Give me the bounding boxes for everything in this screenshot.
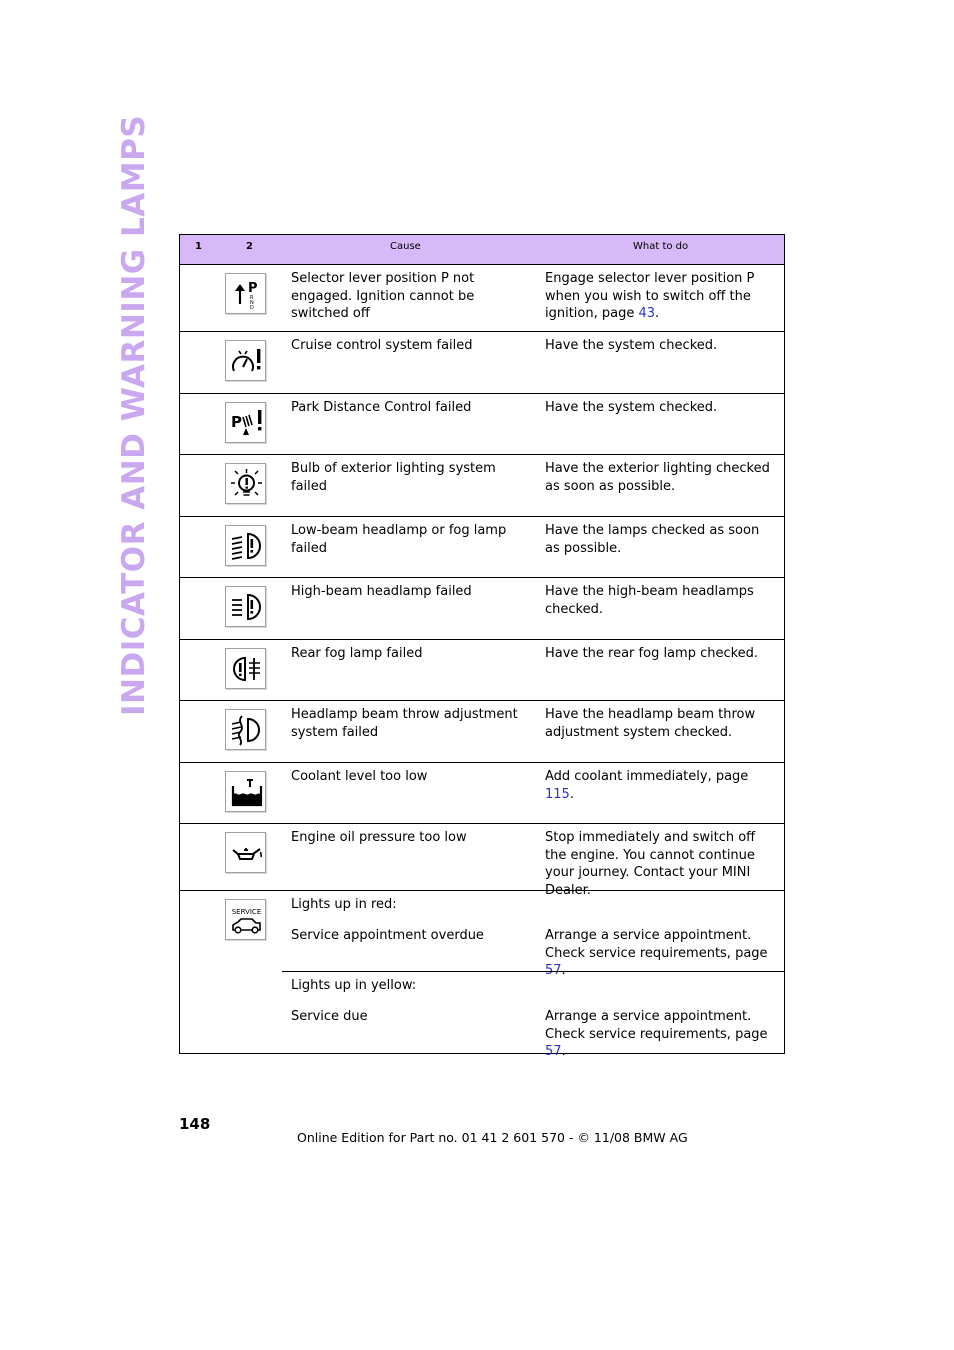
table-header (180, 235, 784, 265)
header-col-1: 1 (195, 241, 202, 252)
row-todo: Have the exterior lighting checked as soon as possible. (545, 461, 770, 494)
header-cause: Cause (390, 241, 421, 252)
selector-lever-p-icon (225, 273, 266, 314)
rear-fog-warning-icon (225, 648, 266, 689)
row-cause: Engine oil pressure too low (291, 830, 467, 845)
service-red-cause: Service appointment overdue (291, 928, 484, 943)
row-todo: Have the headlamp beam throw adjustment system checked. (545, 707, 756, 740)
row-cause: Low-beam headlamp or fog lamp failed (291, 523, 507, 556)
page-link[interactable]: 43 (638, 306, 656, 322)
svg-text:P: P (231, 413, 242, 431)
row-todo-end: . (561, 1044, 566, 1060)
table-row (180, 640, 784, 701)
headlamp-range-warning-icon (225, 709, 266, 750)
service-yellow-todo (545, 1008, 777, 1061)
header-what-to-do: What to do (633, 241, 689, 252)
page-number: 148 (179, 1115, 211, 1133)
row-cause: Coolant level too low (291, 769, 428, 784)
row-todo-text: Arrange a service appointment. Check service requirements, page (545, 928, 768, 961)
svg-text:D: D (250, 305, 254, 311)
table-row (180, 455, 784, 517)
park-distance-warning-icon (225, 402, 266, 443)
row-cause: Headlamp beam throw adjustment system failed (291, 707, 518, 740)
service-yellow-label: Lights up in yellow: (291, 978, 417, 993)
row-todo: Have the rear fog lamp checked. (545, 646, 759, 661)
row-todo (545, 270, 777, 323)
oil-pressure-icon (225, 832, 266, 873)
warning-lamps-table (179, 234, 785, 1060)
page-link[interactable]: 57 (545, 1044, 562, 1060)
svg-text:R: R (250, 295, 254, 301)
footer-text: Online Edition for Part no. 01 41 2 601 570 - © 11/08 BMW AG (297, 1130, 688, 1145)
table-row (180, 824, 784, 898)
service-red-label: Lights up in red: (291, 897, 397, 912)
row-cause: Bulb of exterior lighting system failed (291, 461, 496, 494)
row-todo-end: . (655, 306, 660, 322)
row-todo: Stop immediately and switch off the engine. You cannot continue your journey. Contact your MINI Dealer. (545, 830, 756, 898)
service-yellow-cause: Service due (291, 1009, 368, 1024)
page-link[interactable]: 57 (545, 963, 562, 979)
row-todo-text: Add coolant immediately, page (545, 769, 749, 784)
section-side-title: INDICATOR AND WARNING LAMPS (116, 114, 152, 716)
table-row (180, 394, 784, 455)
service-divider (282, 971, 784, 972)
table-row (180, 265, 784, 332)
table-row (180, 517, 784, 578)
low-beam-fog-warning-icon (225, 525, 266, 566)
exterior-bulb-warning-icon (225, 463, 266, 504)
row-cause: Park Distance Control failed (291, 400, 472, 415)
row-todo: Have the system checked. (545, 338, 718, 353)
header-col-2: 2 (246, 241, 253, 252)
page-link[interactable]: 115 (545, 786, 570, 802)
row-cause: Cruise control system failed (291, 338, 473, 353)
row-cause: High-beam headlamp failed (291, 584, 472, 599)
table-row (180, 763, 784, 824)
row-todo-end: . (561, 963, 566, 979)
coolant-level-icon (225, 771, 266, 812)
table-row (180, 332, 784, 394)
svg-text:P: P (248, 281, 258, 296)
cruise-control-warning-icon (225, 340, 266, 381)
service-icon-text: SERVICE (231, 908, 262, 916)
table-row (180, 578, 784, 640)
row-todo: Have the high-beam headlamps checked. (545, 584, 754, 617)
svg-text:N: N (250, 300, 254, 306)
row-todo-text: Engage selector lever position P when you wish to switch off the ignition, page (545, 271, 755, 322)
row-todo (545, 768, 777, 803)
table-row (180, 701, 784, 763)
service-car-icon (225, 899, 266, 940)
row-todo-text: Arrange a service appointment. Check service requirements, page (545, 1009, 768, 1042)
row-todo-end: . (569, 786, 574, 802)
row-cause: Selector lever position P not engaged. Ignition cannot be switched off (291, 271, 475, 322)
row-todo: Have the system checked. (545, 400, 718, 415)
table-row-service (180, 891, 784, 1060)
row-cause: Rear fog lamp failed (291, 646, 423, 661)
high-beam-warning-icon (225, 586, 266, 627)
row-todo: Have the lamps checked as soon as possible. (545, 523, 760, 556)
